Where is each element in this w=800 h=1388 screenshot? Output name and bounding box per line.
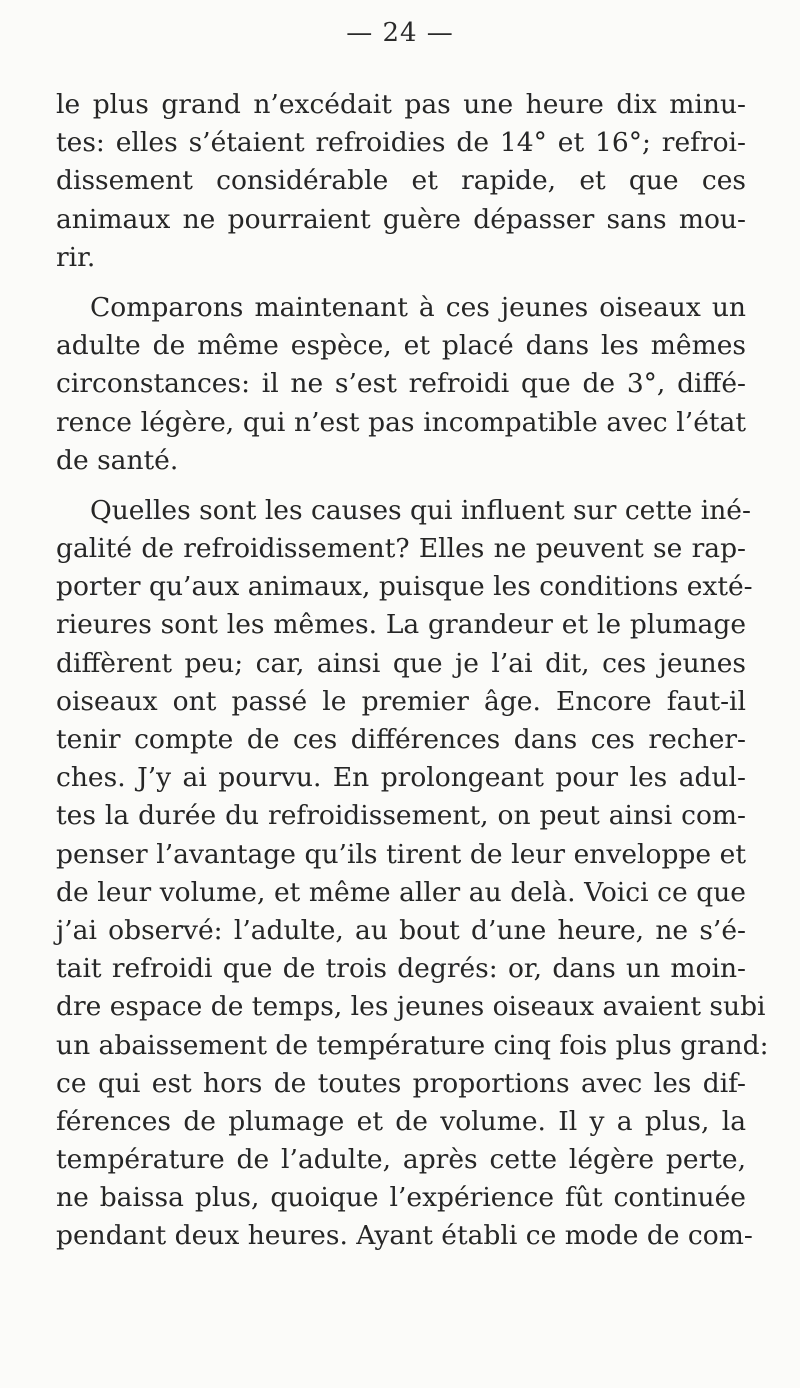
paragraph-3 xyxy=(56,492,769,1256)
text-line: j’ai observé: l’adulte, au bout d’une heure, ne s’é- xyxy=(56,914,746,946)
text-line: circonstances: il ne s’est refroidi que de 3°, diffé- xyxy=(56,368,746,400)
text-line: ce qui est hors de toutes proportions avec les dif- xyxy=(56,1067,746,1099)
text-line: tait refroidi que de trois degrés: or, dans un moin- xyxy=(56,953,746,985)
text-line: tes: elles s’étaient refroidies de 14° et 16°; refroi- xyxy=(56,127,746,159)
text-line: penser l’avantage qu’ils tirent de leur enveloppe et xyxy=(56,838,746,870)
text-line: ches. J’y ai pourvu. En prolongeant pour les adul- xyxy=(56,762,746,794)
text-line: pendant deux heures. Ayant établi ce mode de com- xyxy=(56,1220,753,1252)
text-line: tes la durée du refroidissement, on peut ainsi com- xyxy=(56,800,746,832)
text-line: dissement considérable et rapide, et que ces xyxy=(56,165,746,197)
page-text xyxy=(56,86,769,1256)
page-number: — 24 — xyxy=(346,18,454,48)
text-line: rieures sont les mêmes. La grandeur et le plumage xyxy=(56,609,746,641)
text-line: galité de refroidissement? Elles ne peuvent se rap- xyxy=(56,533,746,565)
text-line: rir. xyxy=(56,241,96,273)
text-line: tenir compte de ces différences dans ces recher- xyxy=(56,724,746,755)
text-line: oiseaux ont passé le premier âge. Encore faut-il xyxy=(56,685,746,717)
text-line: adulte de même espèce, et placé dans les mêmes xyxy=(56,330,746,362)
text-line: porter qu’aux animaux, puisque les conditions exté- xyxy=(56,571,753,603)
text-line: Comparons maintenant à ces jeunes oiseaux un xyxy=(90,291,746,323)
text-line: diffèrent peu; car, ainsi que je l’ai dit, ces jeunes xyxy=(56,647,746,679)
text-line: férences de plumage et de volume. Il y a plus, la xyxy=(56,1105,746,1137)
text-line: dre espace de temps, les jeunes oiseaux avaient subi xyxy=(56,991,766,1023)
text-line: Quelles sont les causes qui influent sur cette iné- xyxy=(90,494,751,526)
text-line: de leur volume, et même aller au delà. Voici ce que xyxy=(56,876,746,908)
text-line: de santé. xyxy=(56,444,179,476)
text-line: animaux ne pourraient guère dépasser sans mou- xyxy=(56,203,746,235)
paragraph-1 xyxy=(56,86,746,277)
text-line: ne baissa plus, quoique l’expérience fût continuée xyxy=(56,1182,746,1214)
text-line: rence légère, qui n’est pas incompatible avec l’état xyxy=(56,406,746,438)
text-line: température de l’adulte, après cette légère perte, xyxy=(56,1144,746,1176)
paragraph-2 xyxy=(56,289,746,480)
text-line: le plus grand n’excédait pas une heure dix minu- xyxy=(56,89,746,120)
text-line: un abaissement de température cinq fois plus grand: xyxy=(56,1029,769,1061)
